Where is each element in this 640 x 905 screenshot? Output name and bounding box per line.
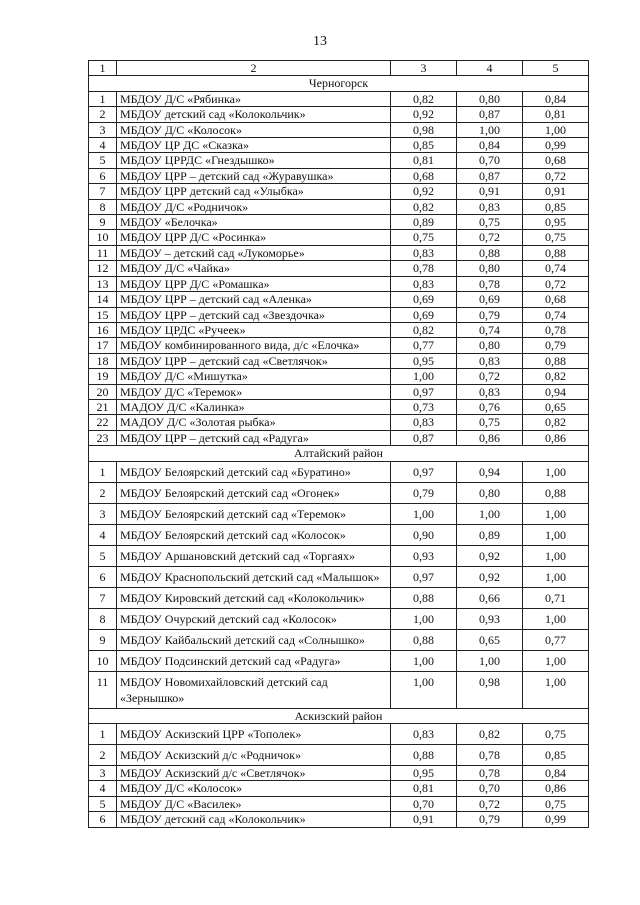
column-header: 2 — [117, 61, 391, 76]
table-row — [89, 307, 589, 322]
institution-name: МБДОУ Аскизский д/с «Светлячок» — [117, 765, 391, 780]
value-col-3: 0,97 — [391, 566, 457, 587]
institution-name: МБДОУ ЦРР – детский сад «Звездочка» — [117, 307, 391, 322]
value-col-4: 0,66 — [457, 587, 523, 608]
value-col-3: 0,95 — [391, 353, 457, 368]
row-number: 9 — [89, 629, 117, 650]
institution-name: МБДОУ Д/С «Колосок» — [117, 781, 391, 796]
value-col-5: 0,72 — [523, 168, 589, 183]
value-col-3: 0,98 — [391, 122, 457, 137]
value-col-5: 0,71 — [523, 587, 589, 608]
value-col-5: 0,91 — [523, 184, 589, 199]
institution-name: МБДОУ ЦРРДС «Гнездышко» — [117, 153, 391, 168]
column-header: 3 — [391, 61, 457, 76]
row-number: 1 — [89, 461, 117, 482]
value-col-3: 0,69 — [391, 292, 457, 307]
value-col-4: 0,74 — [457, 322, 523, 337]
institution-name: МБДОУ ЦРР Д/С «Росинка» — [117, 230, 391, 245]
table-row — [89, 261, 589, 276]
value-col-5: 0,88 — [523, 482, 589, 503]
institution-name: МБДОУ ЦРР – детский сад «Радуга» — [117, 430, 391, 445]
row-number: 3 — [89, 765, 117, 780]
table-row — [89, 384, 589, 399]
value-col-3: 0,75 — [391, 230, 457, 245]
value-col-4: 0,75 — [457, 415, 523, 430]
table-row — [89, 765, 589, 780]
table-row — [89, 215, 589, 230]
value-col-5: 0,82 — [523, 369, 589, 384]
value-col-3: 1,00 — [391, 650, 457, 671]
value-col-3: 0,92 — [391, 184, 457, 199]
value-col-4: 0,91 — [457, 184, 523, 199]
value-col-3: 1,00 — [391, 369, 457, 384]
table-row — [89, 650, 589, 671]
value-col-5: 0,68 — [523, 292, 589, 307]
value-col-5: 0,99 — [523, 138, 589, 153]
row-number: 5 — [89, 545, 117, 566]
institution-name: МБДОУ Краснопольский детский сад «Малышок» — [117, 566, 391, 587]
table-row — [89, 322, 589, 337]
row-number: 2 — [89, 107, 117, 122]
row-number: 7 — [89, 184, 117, 199]
value-col-3: 0,91 — [391, 812, 457, 827]
value-col-5: 1,00 — [523, 524, 589, 545]
value-col-5: 0,94 — [523, 384, 589, 399]
institution-name: МБДОУ ЦРР – детский сад «Журавушка» — [117, 168, 391, 183]
institution-name: МБДОУ Новомихайловский детский сад «Зернышко» — [117, 671, 391, 708]
value-col-5: 0,88 — [523, 245, 589, 260]
value-col-4: 0,89 — [457, 524, 523, 545]
value-col-3: 0,83 — [391, 415, 457, 430]
value-col-4: 0,80 — [457, 482, 523, 503]
value-col-4: 0,65 — [457, 629, 523, 650]
table-row — [89, 415, 589, 430]
value-col-4: 0,69 — [457, 292, 523, 307]
section-title: Аскизский район — [89, 708, 589, 723]
table-row — [89, 744, 589, 765]
value-col-5: 0,84 — [523, 91, 589, 106]
row-number: 2 — [89, 744, 117, 765]
table-row — [89, 153, 589, 168]
row-number: 11 — [89, 245, 117, 260]
row-number: 12 — [89, 261, 117, 276]
row-number: 19 — [89, 369, 117, 384]
row-number: 1 — [89, 723, 117, 744]
value-col-4: 0,83 — [457, 353, 523, 368]
table-row — [89, 353, 589, 368]
value-col-3: 0,92 — [391, 107, 457, 122]
institution-name: МБДОУ Кайбальский детский сад «Солнышко» — [117, 629, 391, 650]
value-col-4: 0,72 — [457, 230, 523, 245]
row-number: 5 — [89, 796, 117, 811]
value-col-3: 0,68 — [391, 168, 457, 183]
value-col-4: 0,79 — [457, 307, 523, 322]
value-col-5: 0,86 — [523, 430, 589, 445]
value-col-5: 1,00 — [523, 122, 589, 137]
value-col-3: 0,97 — [391, 461, 457, 482]
value-col-4: 1,00 — [457, 122, 523, 137]
value-col-5: 0,81 — [523, 107, 589, 122]
row-number: 10 — [89, 230, 117, 245]
value-col-5: 1,00 — [523, 461, 589, 482]
value-col-4: 1,00 — [457, 503, 523, 524]
institution-name: МБДОУ Д/С «Василек» — [117, 796, 391, 811]
row-number: 11 — [89, 671, 117, 708]
section-header-row — [89, 446, 589, 461]
value-col-4: 0,70 — [457, 153, 523, 168]
value-col-3: 0,82 — [391, 199, 457, 214]
value-col-4: 0,84 — [457, 138, 523, 153]
value-col-3: 0,88 — [391, 744, 457, 765]
table-row — [89, 369, 589, 384]
value-col-4: 0,76 — [457, 399, 523, 414]
value-col-3: 0,93 — [391, 545, 457, 566]
value-col-5: 1,00 — [523, 545, 589, 566]
data-table — [88, 60, 589, 828]
value-col-3: 1,00 — [391, 608, 457, 629]
institution-name: МБДОУ Д/С «Рябинка» — [117, 91, 391, 106]
value-col-5: 1,00 — [523, 503, 589, 524]
institution-name: МБДОУ Очурский детский сад «Колосок» — [117, 608, 391, 629]
institution-name: МБДОУ ЦРДС «Ручеек» — [117, 322, 391, 337]
value-col-4: 0,83 — [457, 199, 523, 214]
row-number: 2 — [89, 482, 117, 503]
value-col-5: 0,82 — [523, 415, 589, 430]
institution-name: МБДОУ ЦРР Д/С «Ромашка» — [117, 276, 391, 291]
row-number: 10 — [89, 650, 117, 671]
section-header-row — [89, 708, 589, 723]
value-col-4: 0,72 — [457, 796, 523, 811]
row-number: 6 — [89, 566, 117, 587]
institution-name: МБДОУ Белоярский детский сад «Огонек» — [117, 482, 391, 503]
row-number: 21 — [89, 399, 117, 414]
table-row — [89, 671, 589, 708]
table-row — [89, 430, 589, 445]
value-col-5: 0,79 — [523, 338, 589, 353]
column-header: 1 — [89, 61, 117, 76]
value-col-5: 0,99 — [523, 812, 589, 827]
value-col-5: 0,78 — [523, 322, 589, 337]
table-row — [89, 524, 589, 545]
value-col-3: 0,88 — [391, 629, 457, 650]
table-row — [89, 587, 589, 608]
institution-name: МБДОУ ЦРР – детский сад «Светлячок» — [117, 353, 391, 368]
institution-name: МБДОУ Д/С «Колосок» — [117, 122, 391, 137]
table-row — [89, 812, 589, 827]
institution-name: МБДОУ Д/С «Теремок» — [117, 384, 391, 399]
institution-name: МБДОУ ЦРР детский сад «Улыбка» — [117, 184, 391, 199]
table-row — [89, 781, 589, 796]
value-col-5: 0,75 — [523, 796, 589, 811]
value-col-4: 0,87 — [457, 107, 523, 122]
institution-name: МБДОУ Аскизский д/с «Родничок» — [117, 744, 391, 765]
column-header: 5 — [523, 61, 589, 76]
row-number: 23 — [89, 430, 117, 445]
row-number: 18 — [89, 353, 117, 368]
table-row — [89, 796, 589, 811]
value-col-3: 0,83 — [391, 245, 457, 260]
value-col-5: 0,72 — [523, 276, 589, 291]
value-col-3: 0,79 — [391, 482, 457, 503]
value-col-5: 0,95 — [523, 215, 589, 230]
table-row — [89, 461, 589, 482]
table-row — [89, 399, 589, 414]
value-col-4: 0,92 — [457, 566, 523, 587]
row-number: 3 — [89, 503, 117, 524]
row-number: 9 — [89, 215, 117, 230]
table-row — [89, 138, 589, 153]
row-number: 17 — [89, 338, 117, 353]
value-col-3: 1,00 — [391, 503, 457, 524]
table-row — [89, 608, 589, 629]
institution-name: МБДОУ комбинированного вида, д/с «Елочка» — [117, 338, 391, 353]
row-number: 20 — [89, 384, 117, 399]
value-col-3: 0,97 — [391, 384, 457, 399]
row-number: 4 — [89, 781, 117, 796]
table-row — [89, 107, 589, 122]
value-col-3: 0,82 — [391, 322, 457, 337]
value-col-4: 0,72 — [457, 369, 523, 384]
table-row — [89, 503, 589, 524]
header-row — [89, 61, 589, 76]
value-col-3: 0,69 — [391, 307, 457, 322]
value-col-4: 0,80 — [457, 91, 523, 106]
value-col-4: 1,00 — [457, 650, 523, 671]
section-title: Черногорск — [89, 76, 589, 91]
table-row — [89, 230, 589, 245]
row-number: 5 — [89, 153, 117, 168]
table-row — [89, 338, 589, 353]
institution-name: МБДОУ Подсинский детский сад «Радуга» — [117, 650, 391, 671]
table-row — [89, 184, 589, 199]
value-col-4: 0,75 — [457, 215, 523, 230]
value-col-5: 0,84 — [523, 765, 589, 780]
value-col-3: 1,00 — [391, 671, 457, 708]
value-col-5: 0,68 — [523, 153, 589, 168]
value-col-5: 0,75 — [523, 723, 589, 744]
value-col-3: 0,89 — [391, 215, 457, 230]
row-number: 6 — [89, 168, 117, 183]
value-col-3: 0,70 — [391, 796, 457, 811]
row-number: 15 — [89, 307, 117, 322]
institution-name: МБДОУ Белоярский детский сад «Теремок» — [117, 503, 391, 524]
table-row — [89, 91, 589, 106]
row-number: 6 — [89, 812, 117, 827]
value-col-4: 0,78 — [457, 765, 523, 780]
value-col-4: 0,98 — [457, 671, 523, 708]
section-title: Алтайский район — [89, 446, 589, 461]
value-col-4: 0,80 — [457, 338, 523, 353]
row-number: 13 — [89, 276, 117, 291]
institution-name: МБДОУ Кировский детский сад «Колокольчик» — [117, 587, 391, 608]
row-number: 22 — [89, 415, 117, 430]
value-col-3: 0,95 — [391, 765, 457, 780]
value-col-5: 0,77 — [523, 629, 589, 650]
institution-name: МБДОУ Аршановский детский сад «Торгаях» — [117, 545, 391, 566]
value-col-5: 1,00 — [523, 650, 589, 671]
value-col-3: 0,83 — [391, 276, 457, 291]
institution-name: МБДОУ «Белочка» — [117, 215, 391, 230]
value-col-4: 0,82 — [457, 723, 523, 744]
table-row — [89, 276, 589, 291]
table-row — [89, 629, 589, 650]
value-col-5: 0,74 — [523, 261, 589, 276]
value-col-4: 0,87 — [457, 168, 523, 183]
table-row — [89, 122, 589, 137]
value-col-3: 0,81 — [391, 781, 457, 796]
value-col-5: 0,85 — [523, 199, 589, 214]
row-number: 7 — [89, 587, 117, 608]
value-col-4: 0,88 — [457, 245, 523, 260]
page-number: 13 — [313, 34, 327, 49]
row-number: 3 — [89, 122, 117, 137]
table-row — [89, 199, 589, 214]
value-col-5: 0,65 — [523, 399, 589, 414]
institution-name: МАДОУ Д/С «Калинка» — [117, 399, 391, 414]
table-row — [89, 545, 589, 566]
institution-name: МБДОУ Белоярский детский сад «Буратино» — [117, 461, 391, 482]
institution-name: МБДОУ Д/С «Родничок» — [117, 199, 391, 214]
row-number: 8 — [89, 608, 117, 629]
institution-name: МБДОУ ЦРР – детский сад «Аленка» — [117, 292, 391, 307]
institution-name: МБДОУ детский сад «Колокольчик» — [117, 812, 391, 827]
value-col-5: 0,85 — [523, 744, 589, 765]
value-col-4: 0,78 — [457, 744, 523, 765]
row-number: 4 — [89, 138, 117, 153]
value-col-4: 0,80 — [457, 261, 523, 276]
value-col-4: 0,79 — [457, 812, 523, 827]
value-col-5: 1,00 — [523, 671, 589, 708]
table-row — [89, 482, 589, 503]
institution-name: МБДОУ Белоярский детский сад «Колосок» — [117, 524, 391, 545]
institution-name: МБДОУ Аскизский ЦРР «Тополек» — [117, 723, 391, 744]
value-col-4: 0,94 — [457, 461, 523, 482]
institution-name: МБДОУ ЦР ДС «Сказка» — [117, 138, 391, 153]
table-row — [89, 168, 589, 183]
value-col-5: 0,74 — [523, 307, 589, 322]
institution-name: МБДОУ Д/С «Чайка» — [117, 261, 391, 276]
column-header: 4 — [457, 61, 523, 76]
value-col-3: 0,81 — [391, 153, 457, 168]
value-col-4: 0,93 — [457, 608, 523, 629]
value-col-3: 0,78 — [391, 261, 457, 276]
row-number: 8 — [89, 199, 117, 214]
value-col-3: 0,83 — [391, 723, 457, 744]
row-number: 14 — [89, 292, 117, 307]
value-col-5: 1,00 — [523, 566, 589, 587]
table-row — [89, 566, 589, 587]
value-col-4: 0,78 — [457, 276, 523, 291]
section-header-row — [89, 76, 589, 91]
value-col-5: 0,88 — [523, 353, 589, 368]
institution-name: МБДОУ детский сад «Колокольчик» — [117, 107, 391, 122]
row-number: 4 — [89, 524, 117, 545]
table-row — [89, 723, 589, 744]
value-col-3: 0,73 — [391, 399, 457, 414]
table-row — [89, 245, 589, 260]
row-number: 1 — [89, 91, 117, 106]
institution-name: МБДОУ Д/С «Мишутка» — [117, 369, 391, 384]
value-col-5: 1,00 — [523, 608, 589, 629]
institution-name: МАДОУ Д/С «Золотая рыбка» — [117, 415, 391, 430]
value-col-3: 0,90 — [391, 524, 457, 545]
value-col-3: 0,77 — [391, 338, 457, 353]
institution-name: МБДОУ – детский сад «Лукоморье» — [117, 245, 391, 260]
value-col-5: 0,86 — [523, 781, 589, 796]
value-col-4: 0,83 — [457, 384, 523, 399]
value-col-4: 0,70 — [457, 781, 523, 796]
value-col-3: 0,82 — [391, 91, 457, 106]
value-col-4: 0,86 — [457, 430, 523, 445]
table-row — [89, 292, 589, 307]
value-col-3: 0,85 — [391, 138, 457, 153]
value-col-5: 0,75 — [523, 230, 589, 245]
table-body — [89, 76, 589, 827]
row-number: 16 — [89, 322, 117, 337]
value-col-3: 0,87 — [391, 430, 457, 445]
value-col-3: 0,88 — [391, 587, 457, 608]
value-col-4: 0,92 — [457, 545, 523, 566]
